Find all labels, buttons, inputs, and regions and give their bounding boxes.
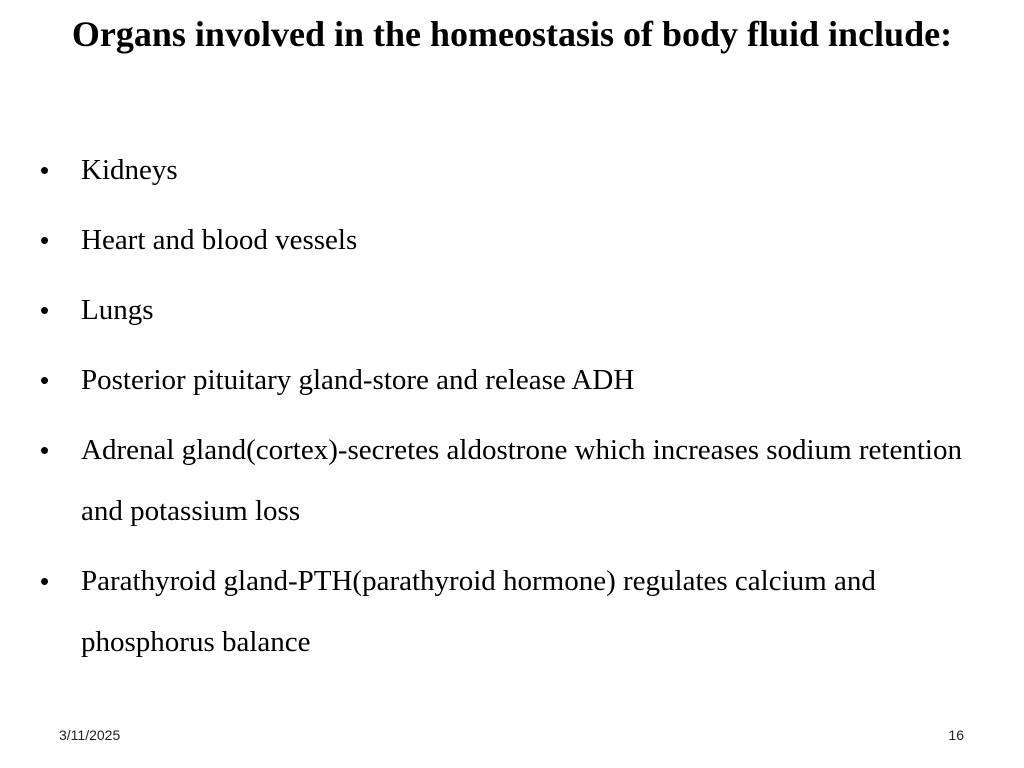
bullet-text: Lungs [81, 294, 154, 326]
footer-date: 3/11/2025 [59, 727, 121, 743]
bullet-text: Kidneys [81, 154, 178, 186]
bullet-item [40, 140, 1000, 201]
bullet-item [40, 350, 1000, 411]
bullet-dot-icon: • [40, 225, 50, 255]
bullet-text: Adrenal gland(cortex)-secretes aldostrone which increases sodium retention and potassium loss [81, 434, 962, 527]
bullet-item [40, 420, 1000, 542]
bullet-item [40, 551, 1000, 673]
bullet-dot-icon: • [40, 435, 50, 465]
bullet-dot-icon: • [40, 365, 50, 395]
page-number: 16 [948, 727, 964, 743]
bullet-item [40, 210, 1000, 271]
slide-title: Organs involved in the homeostasis of body fluid include: [71, 14, 953, 54]
bullet-text: Posterior pituitary gland-store and release ADH [81, 364, 635, 396]
bullet-list [40, 140, 1000, 682]
bullet-text: Parathyroid gland-PTH(parathyroid hormone) regulates calcium and phosphorus balance [81, 565, 876, 658]
bullet-item [40, 280, 1000, 341]
bullet-dot-icon: • [40, 566, 50, 596]
bullet-dot-icon: • [40, 155, 50, 185]
bullet-dot-icon: • [40, 295, 50, 325]
bullet-text: Heart and blood vessels [81, 224, 358, 256]
